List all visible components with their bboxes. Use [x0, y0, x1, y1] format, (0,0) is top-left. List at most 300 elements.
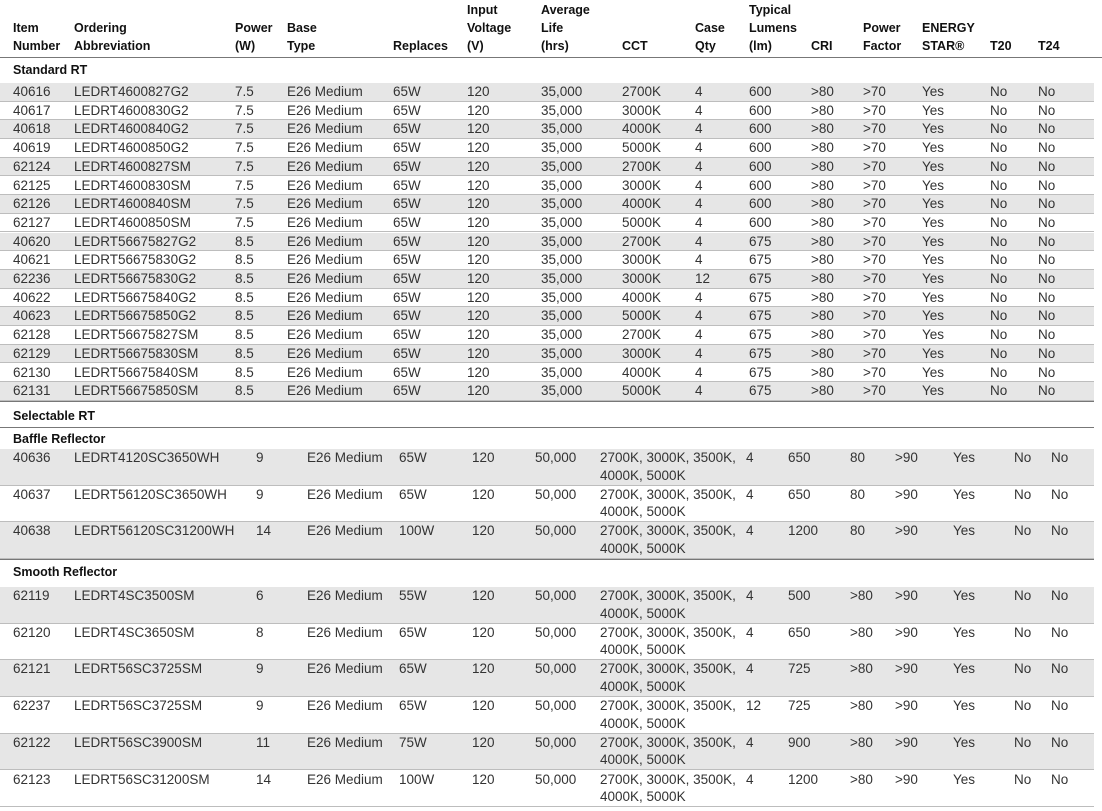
- cell-item: 40636: [13, 450, 51, 465]
- cell-case: 4: [746, 661, 754, 677]
- cell-t24: No: [1051, 486, 1069, 502]
- cell-cct: 5000K: [622, 140, 662, 156]
- cell-lumens: 675: [749, 233, 772, 249]
- cell-cct: 2700K, 3000K, 3500K, 4000K, 5000K: [600, 486, 736, 520]
- cell-energy: Yes: [922, 364, 945, 380]
- cell-t20: No: [1014, 734, 1032, 750]
- cell-replaces: 65W: [399, 698, 427, 714]
- cell-voltage: 120: [467, 364, 490, 380]
- cell-pf: >90: [895, 771, 918, 787]
- cell-t24: No: [1038, 140, 1056, 156]
- cell-energy: Yes: [922, 271, 945, 286]
- cell-t20: No: [1014, 771, 1032, 787]
- section-standard-rt: Standard RT: [13, 63, 88, 77]
- header-power: Power (W): [235, 21, 273, 53]
- cell-lumens: 600: [749, 196, 772, 212]
- cell-cri: >80: [850, 698, 873, 714]
- cell-base: E26 Medium: [307, 771, 383, 787]
- cell-item: 62125: [13, 177, 51, 193]
- cell-item: 40621: [13, 252, 51, 268]
- cell-replaces: 65W: [399, 450, 427, 465]
- cell-t24: No: [1038, 233, 1056, 249]
- cell-cri: 80: [850, 523, 866, 539]
- cell-voltage: 120: [472, 661, 495, 677]
- section-baffle-reflector: Baffle Reflector: [13, 432, 106, 446]
- cell-item: 40618: [13, 121, 51, 137]
- cell-cri: >80: [811, 84, 834, 99]
- cell-voltage: 120: [467, 158, 490, 174]
- cell-pf: >70: [863, 214, 886, 230]
- cell-replaces: 65W: [393, 140, 421, 156]
- cell-voltage: 120: [467, 289, 490, 305]
- cell-base: E26 Medium: [287, 308, 363, 324]
- cell-energy: Yes: [922, 233, 945, 249]
- cell-t20: No: [1014, 588, 1032, 603]
- cell-life: 35,000: [541, 308, 583, 324]
- cell-cri: >80: [850, 771, 873, 787]
- cell-replaces: 65W: [393, 177, 421, 193]
- section-selectable-rt: Selectable RT: [13, 409, 95, 423]
- cell-power: 11: [256, 734, 271, 750]
- cell-base: E26 Medium: [307, 661, 383, 677]
- cell-cct: 2700K: [622, 233, 662, 249]
- cell-base: E26 Medium: [287, 345, 363, 361]
- cell-pf: >70: [863, 327, 886, 343]
- cell-pf: >90: [895, 486, 918, 502]
- cell-lumens: 1200: [788, 523, 819, 539]
- cell-base: E26 Medium: [287, 196, 363, 212]
- cell-pf: >70: [863, 308, 886, 324]
- cell-cct: 2700K, 3000K, 3500K, 4000K, 5000K: [600, 734, 736, 768]
- cell-base: E26 Medium: [287, 271, 363, 286]
- cell-replaces: 100W: [399, 523, 435, 539]
- cell-life: 35,000: [541, 177, 583, 193]
- cell-base: E26 Medium: [287, 102, 363, 118]
- cell-case: 4: [746, 450, 754, 465]
- header-abbr: Ordering Abbreviation: [74, 21, 151, 53]
- header-life: Average Life (hrs): [541, 3, 590, 53]
- cell-energy: Yes: [922, 177, 945, 193]
- cell-t24: No: [1038, 289, 1056, 305]
- cell-item: 62123: [13, 771, 51, 787]
- cell-lumens: 650: [788, 450, 811, 465]
- cell-t24: No: [1038, 102, 1056, 118]
- cell-replaces: 65W: [393, 383, 421, 399]
- cell-t20: No: [990, 364, 1008, 380]
- cell-life: 35,000: [541, 84, 583, 99]
- cell-voltage: 120: [467, 383, 490, 399]
- cell-life: 35,000: [541, 102, 583, 118]
- cell-cct: 4000K: [622, 196, 662, 212]
- table-row: [0, 624, 1094, 661]
- cell-t24: No: [1038, 158, 1056, 174]
- cell-energy: Yes: [922, 84, 945, 99]
- cell-power: 8.5: [235, 289, 254, 305]
- cell-case: 4: [695, 121, 703, 137]
- cell-energy: Yes: [922, 214, 945, 230]
- header-item: Item Number: [13, 21, 61, 53]
- cell-voltage: 120: [472, 523, 495, 539]
- cell-lumens: 1200: [788, 771, 819, 787]
- cell-t20: No: [990, 233, 1008, 249]
- cell-replaces: 65W: [399, 486, 427, 502]
- cell-abbr: LEDRT56SC3725SM: [74, 661, 203, 677]
- cell-lumens: 675: [749, 327, 772, 343]
- cell-voltage: 120: [472, 486, 495, 502]
- cell-lumens: 600: [749, 84, 772, 99]
- cell-case: 4: [695, 177, 703, 193]
- cell-voltage: 120: [467, 214, 490, 230]
- cell-cri: >80: [811, 121, 834, 137]
- cell-t20: No: [990, 383, 1008, 399]
- cell-case: 4: [746, 523, 754, 539]
- cell-energy: Yes: [953, 523, 976, 539]
- cell-case: 12: [746, 698, 762, 714]
- cell-abbr: LEDRT56675850G2: [74, 308, 197, 324]
- cell-power: 6: [256, 588, 264, 603]
- cell-case: 4: [695, 84, 703, 99]
- cell-base: E26 Medium: [307, 588, 383, 603]
- cell-energy: Yes: [953, 486, 976, 502]
- table-row: [0, 177, 1094, 196]
- cell-voltage: 120: [467, 196, 490, 212]
- cell-item: 62119: [13, 588, 50, 603]
- cell-cct: 5000K: [622, 383, 662, 399]
- cell-cct: 2700K, 3000K, 3500K, 4000K, 5000K: [600, 698, 736, 731]
- cell-lumens: 675: [749, 383, 772, 399]
- cell-abbr: LEDRT56675850SM: [74, 383, 199, 399]
- cell-voltage: 120: [472, 771, 495, 787]
- cell-power: 8.5: [235, 345, 254, 361]
- cell-energy: Yes: [922, 196, 945, 212]
- cell-base: E26 Medium: [287, 289, 363, 305]
- cell-t24: No: [1038, 383, 1056, 399]
- cell-item: 62129: [13, 345, 51, 361]
- header-lumens: Typical Lumens (lm): [749, 3, 797, 53]
- cell-power: 14: [256, 771, 272, 787]
- cell-power: 8.5: [235, 271, 254, 286]
- cell-item: 62128: [13, 327, 51, 343]
- section-divider: [0, 427, 1094, 428]
- cell-life: 35,000: [541, 383, 583, 399]
- cell-cri: >80: [811, 158, 834, 174]
- cell-voltage: 120: [467, 271, 490, 286]
- cell-pf: >70: [863, 271, 886, 286]
- cell-case: 4: [695, 140, 703, 156]
- cell-cct: 2700K, 3000K, 3500K, 4000K, 5000K: [600, 624, 736, 658]
- cell-cri: >80: [811, 140, 834, 156]
- cell-life: 35,000: [541, 364, 583, 380]
- cell-base: E26 Medium: [287, 364, 363, 380]
- cell-lumens: 600: [749, 177, 772, 193]
- cell-energy: Yes: [953, 588, 976, 603]
- cell-life: 35,000: [541, 196, 583, 212]
- cell-cri: >80: [811, 252, 834, 268]
- cell-life: 50,000: [535, 661, 577, 677]
- cell-voltage: 120: [467, 140, 490, 156]
- cell-case: 4: [695, 289, 703, 305]
- cell-abbr: LEDRT4600840SM: [74, 196, 191, 212]
- cell-voltage: 120: [467, 327, 490, 343]
- cell-cct: 2700K: [622, 84, 662, 99]
- cell-energy: Yes: [922, 327, 945, 343]
- cell-abbr: LEDRT56SC3900SM: [74, 734, 203, 750]
- cell-cri: 80: [850, 450, 866, 465]
- cell-replaces: 65W: [393, 214, 421, 230]
- cell-lumens: 725: [788, 698, 811, 714]
- header-replaces: Replaces: [393, 39, 448, 53]
- cell-cri: >80: [811, 177, 834, 193]
- cell-cri: >80: [811, 102, 834, 118]
- cell-life: 35,000: [541, 233, 583, 249]
- header-cri: CRI: [811, 39, 833, 53]
- header-case: Case Qty: [695, 21, 725, 53]
- cell-replaces: 55W: [399, 588, 427, 603]
- cell-cri: >80: [850, 588, 873, 603]
- cell-power: 7.5: [235, 177, 254, 193]
- table-row: [0, 449, 1094, 486]
- header-cct: CCT: [622, 39, 648, 53]
- cell-base: E26 Medium: [307, 734, 383, 750]
- cell-case: 4: [746, 588, 754, 603]
- cell-t24: No: [1051, 450, 1069, 465]
- cell-item: 62122: [13, 734, 51, 750]
- cell-abbr: LEDRT4600840G2: [74, 121, 189, 137]
- cell-t24: No: [1038, 327, 1056, 343]
- cell-t24: No: [1038, 271, 1056, 286]
- cell-cri: >80: [811, 271, 834, 286]
- table-row: [0, 660, 1094, 697]
- cell-power: 8.5: [235, 233, 254, 249]
- table-row: [0, 345, 1094, 364]
- cell-voltage: 120: [472, 624, 495, 640]
- cell-cct: 3000K: [622, 252, 662, 268]
- cell-replaces: 65W: [393, 84, 421, 99]
- cell-t24: No: [1038, 214, 1056, 230]
- cell-voltage: 120: [467, 177, 490, 193]
- cell-case: 4: [695, 102, 703, 118]
- cell-item: 40616: [13, 84, 51, 99]
- cell-energy: Yes: [922, 383, 945, 399]
- cell-energy: Yes: [922, 121, 945, 137]
- cell-pf: >70: [863, 383, 886, 399]
- cell-cct: 5000K: [622, 308, 662, 324]
- cell-cct: 4000K: [622, 364, 662, 380]
- cell-life: 35,000: [541, 121, 583, 137]
- cell-voltage: 120: [467, 308, 490, 324]
- cell-case: 4: [746, 734, 754, 750]
- cell-base: E26 Medium: [287, 383, 363, 399]
- cell-case: 4: [695, 158, 703, 174]
- cell-abbr: LEDRT56675840G2: [74, 289, 197, 305]
- cell-power: 9: [256, 486, 264, 502]
- table-row: [0, 522, 1094, 559]
- cell-abbr: LEDRT56120SC3650WH: [74, 486, 227, 502]
- cell-case: 4: [695, 364, 703, 380]
- cell-t24: No: [1051, 661, 1069, 677]
- cell-item: 62124: [13, 158, 51, 174]
- cell-life: 35,000: [541, 158, 583, 174]
- cell-abbr: LEDRT4600850SM: [74, 214, 191, 230]
- cell-pf: >70: [863, 364, 886, 380]
- cell-case: 4: [695, 327, 703, 343]
- cell-base: E26 Medium: [287, 84, 363, 99]
- cell-voltage: 120: [467, 121, 490, 137]
- cell-energy: Yes: [922, 102, 945, 118]
- cell-energy: Yes: [922, 158, 945, 174]
- cell-item: 40617: [13, 102, 51, 118]
- cell-case: 12: [695, 271, 711, 286]
- cell-abbr: LEDRT4SC3650SM: [74, 624, 195, 640]
- cell-t20: No: [1014, 624, 1032, 640]
- cell-life: 50,000: [535, 771, 577, 787]
- cell-item: 40623: [13, 308, 51, 324]
- cell-replaces: 65W: [393, 289, 421, 305]
- cell-power: 9: [256, 450, 264, 465]
- cell-pf: >90: [895, 624, 918, 640]
- cell-abbr: LEDRT56675827SM: [74, 327, 199, 343]
- cell-pf: >90: [895, 734, 918, 750]
- table-row: [0, 120, 1094, 139]
- cell-t24: No: [1038, 84, 1056, 99]
- cell-voltage: 120: [467, 252, 490, 268]
- cell-t20: No: [990, 214, 1008, 230]
- cell-case: 4: [746, 624, 754, 640]
- cell-life: 50,000: [535, 734, 577, 750]
- table-row: [0, 233, 1094, 252]
- cell-power: 8.5: [235, 364, 254, 380]
- table-row: [0, 289, 1094, 308]
- cell-cri: >80: [850, 624, 873, 640]
- cell-cri: >80: [811, 196, 834, 212]
- table-row: [0, 139, 1094, 158]
- cell-case: 4: [695, 308, 703, 324]
- cell-power: 7.5: [235, 196, 254, 212]
- cell-pf: >70: [863, 158, 886, 174]
- cell-t24: No: [1051, 588, 1069, 603]
- cell-base: E26 Medium: [287, 252, 363, 268]
- cell-abbr: LEDRT4120SC3650WH: [74, 450, 220, 465]
- cell-abbr: LEDRT4600830SM: [74, 177, 191, 193]
- cell-replaces: 100W: [399, 771, 435, 787]
- cell-pf: >70: [863, 233, 886, 249]
- cell-voltage: 120: [467, 233, 490, 249]
- cell-power: 8.5: [235, 383, 254, 399]
- cell-lumens: 600: [749, 121, 772, 137]
- cell-base: E26 Medium: [307, 450, 383, 465]
- cell-pf: >90: [895, 661, 918, 677]
- cell-replaces: 65W: [399, 661, 427, 677]
- cell-replaces: 65W: [393, 308, 421, 324]
- cell-cct: 2700K: [622, 327, 662, 343]
- cell-cct: 2700K, 3000K, 3500K, 4000K, 5000K: [600, 771, 736, 804]
- cell-cct: 3000K: [622, 345, 662, 361]
- table-row: [0, 734, 1094, 771]
- cell-t20: No: [990, 158, 1008, 174]
- cell-lumens: 675: [749, 252, 772, 268]
- cell-power: 9: [256, 661, 264, 677]
- cell-t20: No: [1014, 523, 1032, 539]
- cell-abbr: LEDRT4600827G2: [74, 84, 189, 99]
- cell-abbr: LEDRT56SC3725SM: [74, 698, 203, 714]
- cell-energy: Yes: [922, 308, 945, 324]
- cell-item: 62121: [13, 661, 51, 677]
- table-row: [0, 158, 1094, 177]
- cell-base: E26 Medium: [287, 121, 363, 137]
- cell-replaces: 65W: [393, 364, 421, 380]
- cell-t20: No: [990, 84, 1008, 99]
- cell-voltage: 120: [472, 734, 495, 750]
- cell-life: 35,000: [541, 214, 583, 230]
- cell-t20: No: [990, 271, 1008, 286]
- cell-lumens: 675: [749, 308, 772, 324]
- cell-energy: Yes: [953, 698, 976, 714]
- cell-t20: No: [990, 327, 1008, 343]
- cell-replaces: 65W: [393, 233, 421, 249]
- cell-power: 7.5: [235, 84, 254, 99]
- cell-pf: >90: [895, 698, 918, 714]
- cell-lumens: 500: [788, 588, 811, 603]
- cell-t20: No: [990, 345, 1008, 361]
- cell-abbr: LEDRT56SC31200SM: [74, 771, 210, 787]
- cell-power: 7.5: [235, 102, 254, 118]
- cell-item: 40638: [13, 523, 51, 539]
- cell-energy: Yes: [922, 345, 945, 361]
- cell-t24: No: [1038, 121, 1056, 137]
- cell-t20: No: [1014, 661, 1032, 677]
- cell-pf: >70: [863, 140, 886, 156]
- cell-case: 4: [746, 771, 754, 787]
- cell-energy: Yes: [922, 252, 945, 268]
- cell-item: 62127: [13, 214, 51, 230]
- cell-cri: >80: [850, 734, 873, 750]
- cell-life: 50,000: [535, 523, 577, 539]
- cell-life: 50,000: [535, 450, 577, 465]
- header-pf: Power Factor: [863, 21, 902, 53]
- cell-pf: >70: [863, 102, 886, 118]
- cell-cct: 2700K, 3000K, 3500K, 4000K, 5000K: [600, 588, 736, 621]
- table-row: [0, 251, 1094, 270]
- cell-pf: >90: [895, 588, 918, 603]
- table-row: [0, 364, 1094, 383]
- cell-base: E26 Medium: [287, 327, 363, 343]
- cell-energy: Yes: [953, 624, 976, 640]
- cell-cri: >80: [850, 661, 873, 677]
- cell-base: E26 Medium: [307, 624, 383, 640]
- cell-abbr: LEDRT56675830G2: [74, 252, 197, 268]
- cell-t20: No: [1014, 698, 1032, 714]
- cell-energy: Yes: [922, 289, 945, 305]
- header-t20: T20: [990, 39, 1012, 53]
- cell-item: 62130: [13, 364, 51, 380]
- cell-replaces: 65W: [393, 158, 421, 174]
- table-row: [0, 486, 1094, 523]
- cell-lumens: 600: [749, 214, 772, 230]
- cell-case: 4: [695, 252, 703, 268]
- cell-power: 8.5: [235, 327, 254, 343]
- table-row: [0, 326, 1094, 345]
- table-row: [0, 382, 1094, 401]
- cell-abbr: LEDRT4600830G2: [74, 102, 189, 118]
- cell-t20: No: [990, 102, 1008, 118]
- cell-voltage: 120: [467, 84, 490, 99]
- cell-energy: Yes: [953, 450, 976, 465]
- cell-item: 62236: [13, 271, 51, 286]
- cell-power: 8.5: [235, 308, 254, 324]
- cell-t24: No: [1051, 698, 1069, 714]
- cell-pf: >90: [895, 450, 918, 465]
- cell-case: 4: [695, 383, 703, 399]
